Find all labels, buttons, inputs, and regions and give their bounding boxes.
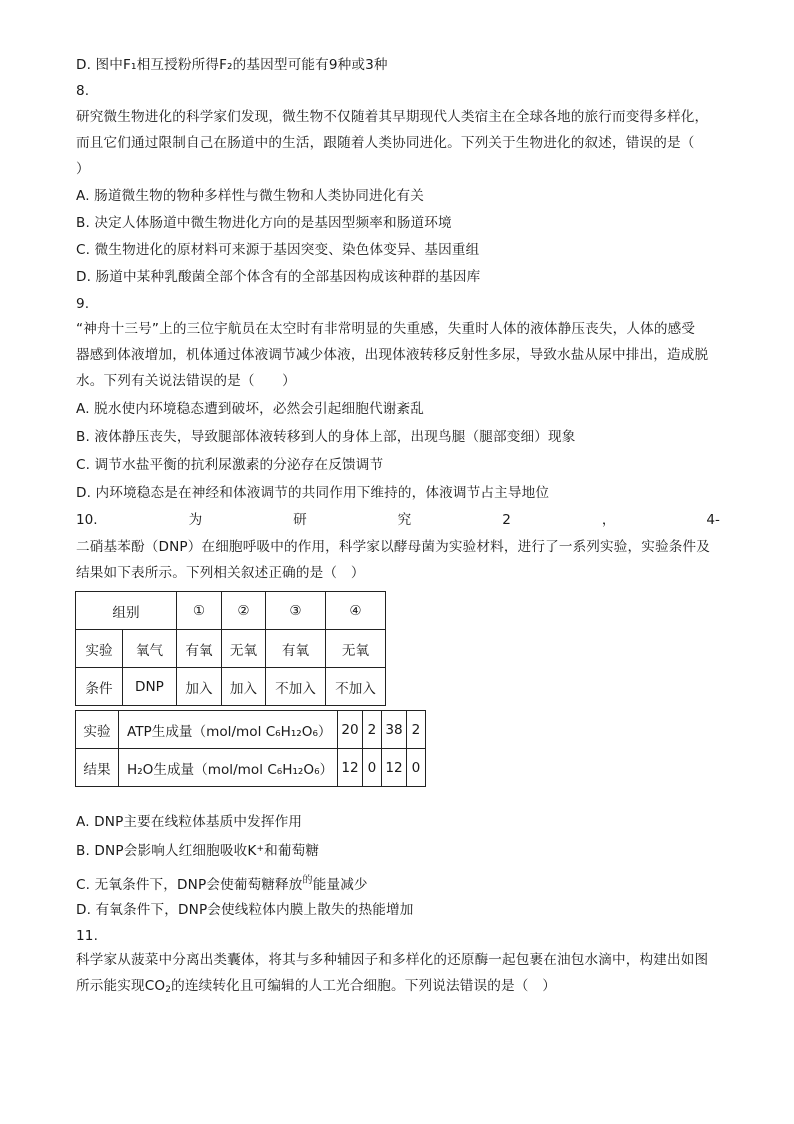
row-label: 结果: [76, 749, 119, 787]
row-label: 实验: [76, 630, 123, 668]
option-text: 能量减少: [312, 877, 368, 893]
table-cell: 0: [407, 749, 426, 787]
table-cell: 有氧: [266, 630, 326, 668]
table-cell: 12: [338, 749, 363, 787]
q8-option-c: C. 微生物进化的原材料可来源于基因突变、染色体变异、基因重组: [76, 242, 480, 258]
table-cell: 20: [338, 711, 363, 749]
q10-option-a: A. DNP主要在线粒体基质中发挥作用: [76, 814, 303, 830]
table-cell: 有氧: [177, 630, 222, 668]
option-text: B. DNP会影响人红细胞吸收K: [76, 843, 257, 859]
q9-stem-line1: “神舟十三号”上的三位宇航员在太空时有非常明显的失重感，失重时人体的液体静压丧失，人体的感受: [76, 321, 696, 337]
group-4: ④: [326, 592, 386, 630]
row-measure: ATP生成量（mol/mol C₆H₁₂O₆）: [119, 711, 338, 749]
row-sublabel: 氧气: [122, 630, 176, 668]
q11-stem-line2: [76, 977, 556, 999]
option-text: C. 无氧条件下，DNP会使葡萄糖释放: [76, 877, 303, 893]
q10-word: 2: [502, 512, 511, 528]
small-char: 的: [302, 875, 313, 886]
row-label: 条件: [76, 668, 123, 706]
q9-option-d: D. 内环境稳态是在神经和体液调节的共同作用下维持的，体液调节占主导地位: [76, 485, 550, 501]
q10-word: 研: [293, 512, 307, 528]
table-cell: 38: [382, 711, 407, 749]
q11-stem-line1: 科学家从菠菜中分离出类囊体，将其与多种辅因子和多样化的还原酶一起包裹在油包水滴中，构建出如图: [76, 952, 709, 968]
q10-option-b: [76, 840, 319, 860]
row-measure: H₂O生成量（mol/mol C₆H₁₂O₆）: [119, 749, 338, 787]
experiment-results-table: [75, 710, 426, 787]
q10-word: 4-: [706, 512, 720, 528]
table-cell: 0: [363, 749, 382, 787]
q10-option-d: D. 有氧条件下，DNP会使线粒体内膜上散失的热能增加: [76, 902, 414, 918]
q8-option-d: D. 肠道中某种乳酸菌全部个体含有的全部基因构成该种群的基因库: [76, 269, 481, 285]
q11-number: 11.: [76, 928, 99, 944]
q10-stem-line1: [76, 511, 720, 529]
q8-stem-line2: 而且它们通过限制自己在肠道中的生活，跟随着人类协同进化。下列关于生物进化的叙述，错误的是（: [76, 135, 695, 151]
q8-stem-line1: 研究微生物进化的科学家们发现，微生物不仅随着其早期现代人类宿主在全球各地的旅行而变得多样化，: [76, 109, 709, 125]
table-cell: 加入: [177, 668, 222, 706]
q10-word: ，: [601, 512, 616, 528]
stem-text: 所示能实现CO: [76, 978, 166, 994]
q9-option-a: A. 脱水使内环境稳态遭到破坏，必然会引起细胞代谢紊乱: [76, 401, 425, 417]
q10-word: 为: [188, 512, 203, 528]
table-cell: 无氧: [222, 630, 266, 668]
q7-option-d: D. 图中F₁相互授粉所得F₂的基因型可能有9种或3种: [76, 57, 388, 73]
row-sublabel: DNP: [122, 668, 176, 706]
group-2: ②: [222, 592, 266, 630]
table-cell: 不加入: [266, 668, 326, 706]
row-label: 实验: [76, 711, 119, 749]
q8-number: 8.: [76, 83, 90, 99]
option-text: 和葡萄糖: [264, 843, 320, 859]
q10-word: 究: [397, 512, 412, 528]
q10-stem-line3: 结果如下表所示。下列相关叙述正确的是（ ）: [76, 565, 365, 581]
q9-stem-line2: 器感到体液增加，机体通过体液调节减少体液，出现体液转移反射性多尿，导致水盐从尿中排出，造成脱: [76, 347, 709, 363]
q8-option-b: B. 决定人体肠道中微生物进化方向的是基因型频率和肠道环境: [76, 215, 452, 231]
q9-option-b: B. 液体静压丧失，导致腿部体液转移到人的身体上部，出现鸟腿（腿部变细）现象: [76, 429, 576, 445]
subscript: 2: [165, 985, 172, 995]
q8-option-a: A. 肠道微生物的物种多样性与微生物和人类协同进化有关: [76, 188, 425, 204]
group-1: ①: [177, 592, 222, 630]
q10-stem-line2: 二硝基苯酚（DNP）在细胞呼吸中的作用，科学家以酵母菌为实验材料，进行了一系列实验，实验条件及: [76, 539, 711, 555]
table-cell: 2: [407, 711, 426, 749]
table-cell: 12: [382, 749, 407, 787]
q9-number: 9.: [76, 296, 90, 312]
q8-stem-line3: ）: [76, 161, 90, 177]
experiment-conditions-table: [75, 591, 386, 706]
group-3: ③: [266, 592, 326, 630]
q9-option-c: C. 调节水盐平衡的抗利尿激素的分泌存在反馈调节: [76, 457, 384, 473]
superscript: +: [256, 844, 265, 854]
q10-number: 10.: [76, 512, 98, 528]
table-cell: 不加入: [326, 668, 386, 706]
table-cell: 无氧: [326, 630, 386, 668]
table-cell: 2: [363, 711, 382, 749]
table-header-group: 组别: [76, 592, 177, 630]
q10-option-c: [76, 872, 368, 894]
q9-stem-line3: 水。下列有关说法错误的是（ ）: [76, 373, 296, 389]
table-cell: 加入: [222, 668, 266, 706]
stem-text: 的连续转化且可编辑的人工光合细胞。下列说法错误的是（ ）: [171, 978, 556, 994]
